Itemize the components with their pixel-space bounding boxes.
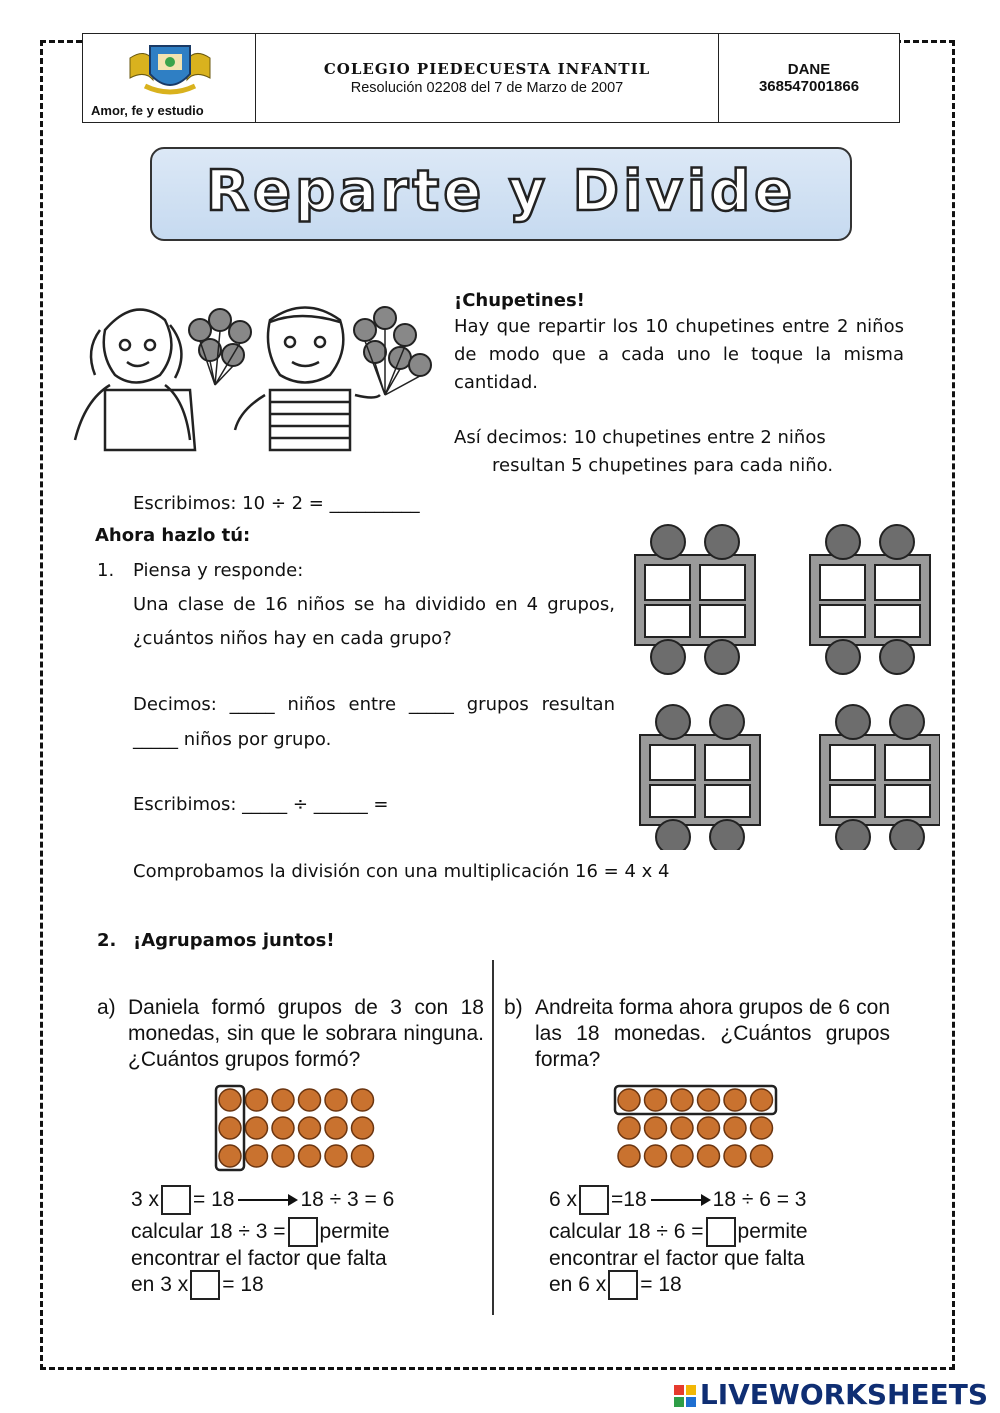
coin-icon xyxy=(246,1117,268,1139)
coin-icon xyxy=(698,1089,720,1111)
part-b-calc-left: calcular 18 ÷ 6 = xyxy=(549,1220,704,1243)
part-a-en xyxy=(131,1270,264,1300)
part-a-line-1: Daniela formó grupos de 3 con 18 xyxy=(128,996,484,1019)
part-b-eq-left: 6 x xyxy=(549,1188,578,1211)
logo-cell xyxy=(83,34,256,122)
coin-icon xyxy=(299,1117,321,1139)
part-b-letter: b) xyxy=(504,996,523,1019)
part-a-answer-box-2[interactable] xyxy=(288,1217,318,1247)
coin-icon xyxy=(246,1089,268,1111)
coin-icon xyxy=(219,1089,241,1111)
coin-icon xyxy=(645,1145,667,1167)
part-a-calc-left: calcular 18 ÷ 3 = xyxy=(131,1220,286,1243)
dane-label: DANE xyxy=(787,61,831,78)
section1-escribimos: Escribimos: _____ ÷ ______ = xyxy=(133,794,389,815)
intro-decimos-2: resultan 5 chupetines para cada niño. xyxy=(492,455,834,476)
part-a-calc xyxy=(131,1217,390,1247)
part-b-eq-right: 18 ÷ 6 = 3 xyxy=(712,1188,807,1211)
coin-icon xyxy=(698,1145,720,1167)
coin-icon xyxy=(751,1145,773,1167)
arrow-icon xyxy=(238,1199,296,1201)
part-a-en-left: en 3 x xyxy=(131,1273,189,1296)
school-name: COLEGIO PIEDECUESTA INFANTIL xyxy=(323,60,651,78)
coin-icon xyxy=(299,1089,321,1111)
coin-icon xyxy=(671,1145,693,1167)
dane-number: 368547001866 xyxy=(758,78,860,95)
coins-grid-a xyxy=(214,1084,379,1172)
section1-question-1: Una clase de 16 niños se ha dividido en 4 grupos, xyxy=(133,594,615,615)
part-b-en-right: = 18 xyxy=(640,1273,682,1296)
coin-icon xyxy=(352,1145,374,1167)
coin-icon xyxy=(724,1089,746,1111)
part-a-eq-right: 18 ÷ 3 = 6 xyxy=(300,1188,395,1211)
part-a-eq-left: 3 x xyxy=(131,1188,160,1211)
part-a-equation xyxy=(131,1185,394,1215)
page-title: Reparte y Divide xyxy=(205,159,797,224)
chupetines-heading: ¡Chupetines! xyxy=(454,290,585,311)
coin-icon xyxy=(671,1117,693,1139)
coin-icon xyxy=(751,1089,773,1111)
section1-comprobamos: Comprobamos la división con una multiplicación 16 = 4 x 4 xyxy=(133,861,670,882)
section2-number: 2. xyxy=(97,930,117,951)
school-motto: Amor, fe y estudio xyxy=(91,103,204,118)
part-b-answer-box-3[interactable] xyxy=(608,1270,638,1300)
coin-icon xyxy=(698,1117,720,1139)
liveworksheets-logo-icon xyxy=(674,1385,696,1407)
intro-decimos-1: Así decimos: 10 chupetines entre 2 niños xyxy=(454,427,826,448)
part-b-factor: encontrar el factor que falta xyxy=(549,1247,805,1270)
coin-icon xyxy=(352,1089,374,1111)
section1-decimos-2: _____ niños por grupo. xyxy=(133,729,332,750)
part-b-answer-box-1[interactable] xyxy=(579,1185,609,1215)
coin-icon xyxy=(325,1117,347,1139)
coin-icon xyxy=(618,1145,640,1167)
coin-icon xyxy=(272,1145,294,1167)
coin-icon xyxy=(219,1145,241,1167)
coin-icon xyxy=(219,1117,241,1139)
school-header xyxy=(82,33,900,123)
coin-icon xyxy=(751,1117,773,1139)
part-b-en xyxy=(549,1270,682,1300)
coin-icon xyxy=(618,1117,640,1139)
children-lollipops-illustration xyxy=(65,290,445,460)
coin-icon xyxy=(299,1145,321,1167)
part-a-eq-mid: = 18 xyxy=(193,1188,235,1211)
part-b-equation xyxy=(549,1185,806,1215)
coin-icon xyxy=(724,1117,746,1139)
section1-number: 1. xyxy=(97,560,115,581)
section2-heading: ¡Agrupamos juntos! xyxy=(133,930,335,951)
part-a-en-right: = 18 xyxy=(222,1273,264,1296)
part-b-line-3: forma? xyxy=(535,1048,601,1071)
coin-icon xyxy=(645,1117,667,1139)
part-a-factor: encontrar el factor que falta xyxy=(131,1247,387,1270)
school-resolution: Resolución 02208 del 7 de Marzo de 2007 xyxy=(350,80,624,96)
intro-line-2: de modo que a cada uno le toque la misma xyxy=(454,344,904,365)
part-b-answer-box-2[interactable] xyxy=(706,1217,736,1247)
section1-prompt: Piensa y responde: xyxy=(133,560,304,581)
part-b-en-left: en 6 x xyxy=(549,1273,607,1296)
coins-grid-b xyxy=(613,1084,778,1172)
school-crest-icon xyxy=(125,40,215,102)
column-divider xyxy=(492,960,494,1315)
coin-icon xyxy=(352,1117,374,1139)
section1-decimos-1: Decimos: _____ niños entre _____ grupos resultan xyxy=(133,694,615,715)
coin-icon xyxy=(325,1145,347,1167)
student-groups-illustration xyxy=(630,520,940,850)
dane-cell xyxy=(719,34,899,122)
part-a-line-3: ¿Cuántos grupos formó? xyxy=(128,1048,361,1071)
intro-line-1: Hay que repartir los 10 chupetines entre 2 niños xyxy=(454,316,904,337)
intro-line-3: cantidad. xyxy=(454,372,538,393)
coin-icon xyxy=(246,1145,268,1167)
part-a-answer-box-1[interactable] xyxy=(161,1185,191,1215)
part-b-eq-mid: =18 xyxy=(611,1188,647,1211)
title-banner xyxy=(150,147,852,241)
school-info-cell xyxy=(256,34,719,122)
part-b-calc xyxy=(549,1217,808,1247)
intro-escribimos: Escribimos: 10 ÷ 2 = __________ xyxy=(133,493,420,514)
coin-icon xyxy=(272,1117,294,1139)
liveworksheets-brand xyxy=(674,1378,988,1411)
section1-question-2: ¿cuántos niños hay en cada grupo? xyxy=(133,628,452,649)
coin-icon xyxy=(325,1089,347,1111)
part-a-calc-right: permite xyxy=(319,1220,390,1243)
coin-icon xyxy=(272,1089,294,1111)
part-a-line-2: monedas, sin que le sobrara ninguna. xyxy=(128,1022,484,1045)
brand-text: LIVEWORKSHEETS xyxy=(699,1378,988,1411)
part-b-line-1: Andreita forma ahora grupos de 6 con xyxy=(535,996,890,1019)
coin-icon xyxy=(618,1089,640,1111)
part-b-calc-right: permite xyxy=(737,1220,808,1243)
coin-icon xyxy=(645,1089,667,1111)
part-a-letter: a) xyxy=(97,996,116,1019)
arrow-icon xyxy=(651,1199,709,1201)
coin-icon xyxy=(671,1089,693,1111)
section1-heading: Ahora hazlo tú: xyxy=(95,525,251,546)
part-b-line-2: las 18 monedas. ¿Cuántos grupos xyxy=(535,1022,890,1045)
coin-icon xyxy=(724,1145,746,1167)
part-a-answer-box-3[interactable] xyxy=(190,1270,220,1300)
